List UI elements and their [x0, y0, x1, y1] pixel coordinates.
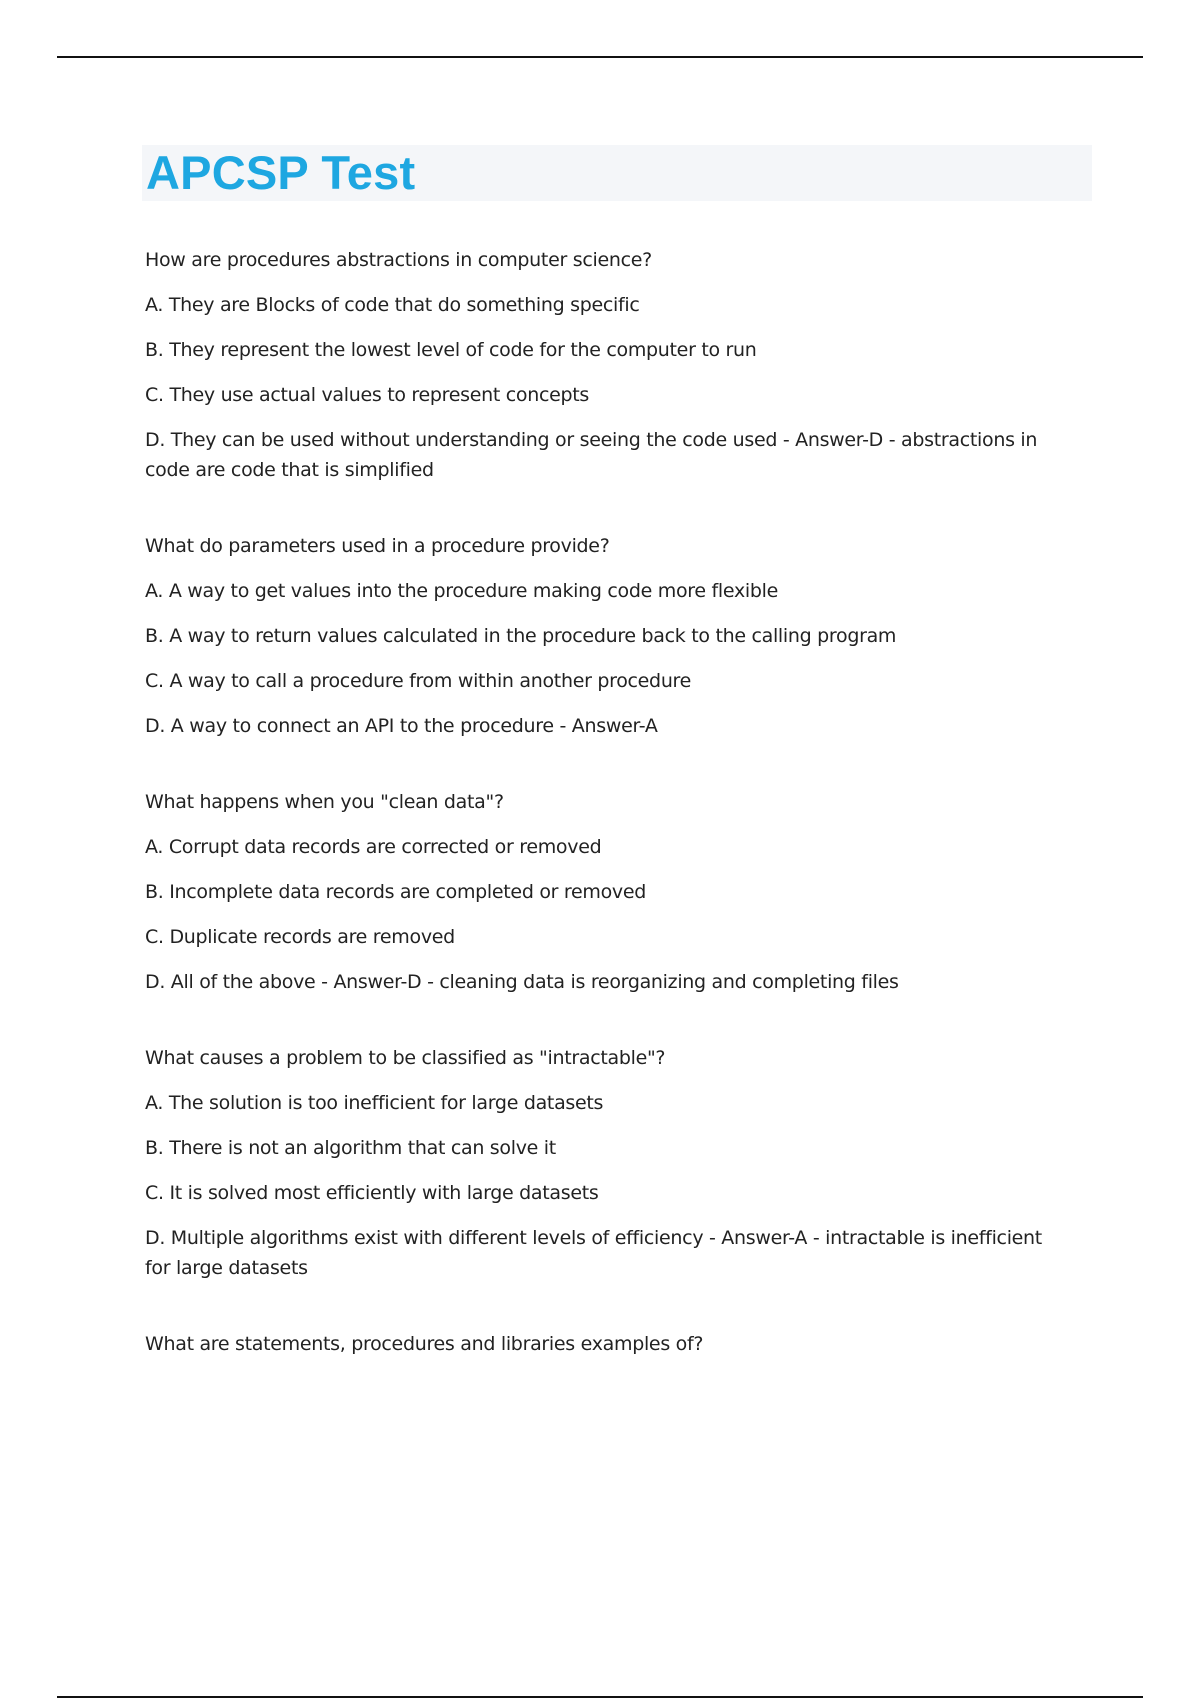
- title-band: [142, 145, 1092, 201]
- option-c: C. They use actual values to represent concepts: [145, 384, 590, 406]
- question-block-4: [145, 1043, 1065, 1283]
- question-text: What causes a problem to be classified as "intractable"?: [145, 1047, 666, 1069]
- option-c: C. A way to call a procedure from within another procedure: [145, 670, 692, 692]
- question-text: What do parameters used in a procedure provide?: [145, 535, 610, 557]
- question-text: What happens when you "clean data"?: [145, 791, 504, 813]
- top-rule: [57, 56, 1143, 58]
- option-a: A. A way to get values into the procedure making code more flexible: [145, 580, 778, 602]
- question-text: How are procedures abstractions in computer science?: [145, 249, 652, 271]
- question-block-1: [145, 245, 1065, 485]
- bottom-rule: [57, 1696, 1143, 1698]
- option-b: B. They represent the lowest level of code for the computer to run: [145, 339, 757, 361]
- question-block-2: [145, 531, 1065, 741]
- option-b: B. Incomplete data records are completed or removed: [145, 881, 647, 903]
- question-block-5: [145, 1329, 1065, 1359]
- option-a: A. Corrupt data records are corrected or removed: [145, 836, 602, 858]
- option-a: A. The solution is too inefficient for large datasets: [145, 1092, 604, 1114]
- question-block-3: [145, 787, 1065, 997]
- option-b: B. A way to return values calculated in the procedure back to the calling program: [145, 625, 897, 647]
- question-text: What are statements, procedures and libraries examples of?: [145, 1333, 704, 1355]
- option-d-with-answer: D. They can be used without understanding or seeing the code used - Answer-D - abstractions in code are code that is simplified: [145, 429, 1038, 481]
- option-a: A. They are Blocks of code that do something specific: [145, 294, 640, 316]
- option-b: B. There is not an algorithm that can solve it: [145, 1137, 556, 1159]
- document-title: APCSP Test: [146, 146, 416, 199]
- option-d-with-answer: D. Multiple algorithms exist with different levels of efficiency - Answer-A - intractable is inefficient for large datasets: [145, 1227, 1042, 1279]
- option-d-with-answer: D. All of the above - Answer-D - cleaning data is reorganizing and completing files: [145, 971, 899, 993]
- document-body: [145, 245, 1065, 1405]
- option-d-with-answer: D. A way to connect an API to the procedure - Answer-A: [145, 715, 658, 737]
- option-c: C. Duplicate records are removed: [145, 926, 455, 948]
- option-c: C. It is solved most efficiently with large datasets: [145, 1182, 599, 1204]
